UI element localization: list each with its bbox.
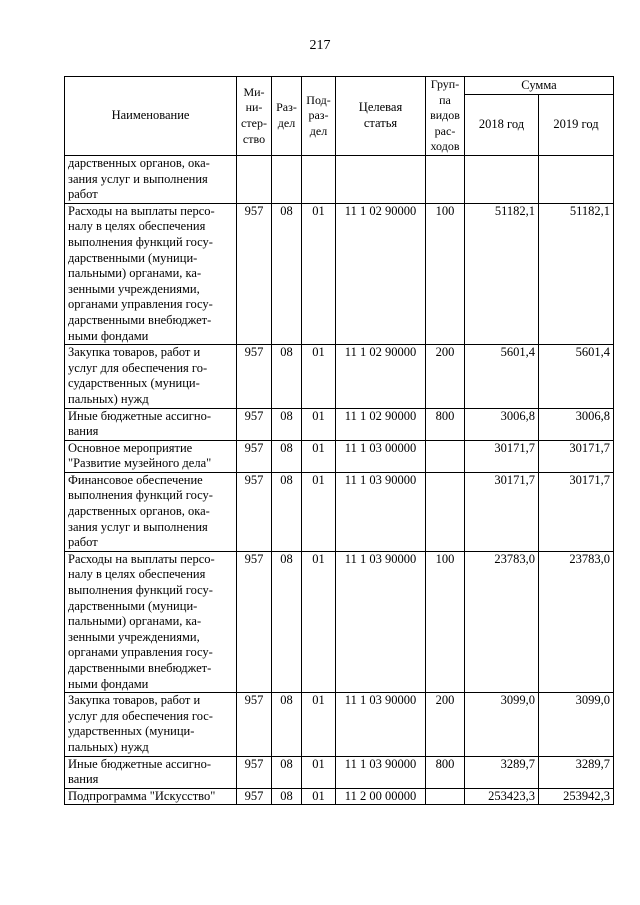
cell-section: 08 bbox=[272, 408, 302, 440]
cell-name-line: работ bbox=[68, 535, 98, 550]
cell-group bbox=[426, 472, 465, 551]
cell-2019: 23783,0 bbox=[539, 551, 614, 692]
cell-target: 11 1 03 00000 bbox=[336, 440, 426, 472]
cell-section: 08 bbox=[272, 472, 302, 551]
cell-name-line: дарственными внебюджет- bbox=[68, 661, 212, 675]
cell-name-line: Закупка товаров, работ и bbox=[68, 693, 201, 708]
table-row bbox=[65, 345, 614, 408]
cell-name-line: выполнения функций госу- bbox=[68, 234, 213, 249]
cell-section: 08 bbox=[272, 551, 302, 692]
header-line: Под- bbox=[306, 92, 331, 107]
cell-group: 100 bbox=[426, 203, 465, 344]
cell-target: 11 1 03 90000 bbox=[336, 472, 426, 551]
cell-ministry: 957 bbox=[237, 203, 272, 344]
table-row bbox=[65, 408, 614, 440]
cell-name-line: Расходы на выплаты персо- bbox=[68, 203, 215, 218]
cell-name-line: зенными учреждениями, bbox=[68, 281, 200, 296]
header-ministry bbox=[237, 77, 272, 156]
cell-name-line: выполнения функций госу- bbox=[68, 583, 213, 598]
header-line: ходов bbox=[430, 139, 460, 154]
cell-ministry: 957 bbox=[237, 756, 272, 788]
cell-group: 800 bbox=[426, 756, 465, 788]
cell-name-line: дарственных органов, ока- bbox=[68, 504, 210, 519]
cell-section: 08 bbox=[272, 203, 302, 344]
header-target bbox=[336, 77, 426, 156]
table-row bbox=[65, 788, 614, 805]
header-year-2018: 2018 год bbox=[465, 95, 539, 156]
header-line: стер- bbox=[241, 116, 267, 130]
cell-2018: 30171,7 bbox=[465, 472, 539, 551]
cell-2019: 5601,4 bbox=[539, 345, 614, 408]
header-line: дел bbox=[309, 123, 328, 138]
cell-name-line: вания bbox=[68, 772, 99, 787]
table-body bbox=[65, 156, 614, 805]
cell-subsection: 01 bbox=[302, 693, 336, 756]
cell-2018: 23783,0 bbox=[465, 551, 539, 692]
cell-section: 08 bbox=[272, 693, 302, 756]
cell-ministry: 957 bbox=[237, 788, 272, 805]
cell-group bbox=[426, 156, 465, 204]
cell-name-line: дарственными (муници- bbox=[68, 250, 198, 265]
cell-name-line: пальных) нужд bbox=[68, 739, 149, 754]
cell-ministry: 957 bbox=[237, 408, 272, 440]
cell-name bbox=[65, 551, 237, 692]
cell-name-line: вания bbox=[68, 424, 99, 439]
cell-name-line: пальными) органами, ка- bbox=[68, 266, 202, 281]
cell-2019 bbox=[539, 156, 614, 204]
header-subsection bbox=[302, 77, 336, 156]
cell-section: 08 bbox=[272, 345, 302, 408]
cell-name bbox=[65, 756, 237, 788]
header-line: ни- bbox=[245, 100, 263, 115]
cell-target: 11 1 02 90000 bbox=[336, 203, 426, 344]
cell-subsection: 01 bbox=[302, 203, 336, 344]
cell-section: 08 bbox=[272, 788, 302, 805]
cell-name bbox=[65, 408, 237, 440]
cell-target: 11 1 03 90000 bbox=[336, 551, 426, 692]
cell-target: 11 2 00 00000 bbox=[336, 788, 426, 805]
cell-subsection: 01 bbox=[302, 408, 336, 440]
cell-name-line: зания услуг и выполнения bbox=[68, 519, 208, 534]
header-name: Наименование bbox=[65, 77, 237, 156]
cell-2019: 3006,8 bbox=[539, 408, 614, 440]
cell-name-line: налу в целях обеспечения bbox=[68, 219, 206, 234]
cell-ministry: 957 bbox=[237, 693, 272, 756]
cell-subsection: 01 bbox=[302, 756, 336, 788]
cell-2018: 3099,0 bbox=[465, 693, 539, 756]
cell-name-line: ными фондами bbox=[68, 328, 149, 343]
header-line: ство bbox=[242, 131, 266, 146]
cell-subsection: 01 bbox=[302, 472, 336, 551]
cell-name-line: выполнения функций госу- bbox=[68, 488, 213, 503]
cell-name-line: работ bbox=[68, 187, 98, 202]
cell-subsection: 01 bbox=[302, 551, 336, 692]
cell-2019: 3289,7 bbox=[539, 756, 614, 788]
cell-name-line: дарственными внебюджет- bbox=[68, 312, 212, 327]
cell-2019: 51182,1 bbox=[539, 203, 614, 344]
header-line: видов bbox=[430, 108, 460, 123]
cell-2019: 30171,7 bbox=[539, 472, 614, 551]
cell-subsection: 01 bbox=[302, 345, 336, 408]
cell-name-line: сударственных (муници- bbox=[68, 376, 200, 391]
cell-target: 11 1 02 90000 bbox=[336, 345, 426, 408]
cell-name-line: зенными учреждениями, bbox=[68, 629, 200, 644]
cell-name-line: Закупка товаров, работ и bbox=[68, 345, 201, 360]
cell-name bbox=[65, 345, 237, 408]
cell-name-line: органами управления госу- bbox=[68, 297, 213, 312]
cell-name bbox=[65, 693, 237, 756]
cell-name-line: пальными) органами, ка- bbox=[68, 614, 202, 629]
cell-ministry: 957 bbox=[237, 472, 272, 551]
table-row bbox=[65, 203, 614, 344]
header-section bbox=[272, 77, 302, 156]
cell-2018: 3006,8 bbox=[465, 408, 539, 440]
cell-target: 11 1 03 90000 bbox=[336, 756, 426, 788]
cell-target: 11 1 03 90000 bbox=[336, 693, 426, 756]
table-row bbox=[65, 440, 614, 472]
header-line: раз- bbox=[308, 108, 329, 123]
cell-subsection: 01 bbox=[302, 440, 336, 472]
cell-name bbox=[65, 440, 237, 472]
cell-name-line: услуг для обеспечения гос- bbox=[68, 708, 213, 723]
cell-group bbox=[426, 788, 465, 805]
cell-group bbox=[426, 440, 465, 472]
cell-name bbox=[65, 203, 237, 344]
header-line: статья bbox=[363, 116, 398, 130]
cell-name-line: органами управления госу- bbox=[68, 645, 213, 660]
header-line: дел bbox=[277, 116, 296, 130]
cell-ministry: 957 bbox=[237, 440, 272, 472]
header-group bbox=[426, 77, 465, 156]
cell-name-line: Расходы на выплаты персо- bbox=[68, 551, 215, 566]
cell-2018: 51182,1 bbox=[465, 203, 539, 344]
table-row bbox=[65, 756, 614, 788]
cell-name bbox=[65, 472, 237, 551]
table-row bbox=[65, 156, 614, 204]
table-row bbox=[65, 472, 614, 551]
page-number: 217 bbox=[309, 38, 331, 53]
cell-name-line: услуг для обеспечения го- bbox=[68, 360, 208, 375]
cell-2018: 253423,3 bbox=[465, 788, 539, 805]
cell-section: 08 bbox=[272, 756, 302, 788]
table-row bbox=[65, 551, 614, 692]
cell-name-line: ударственных (муници- bbox=[68, 724, 195, 739]
cell-name-line: дарственными (муници- bbox=[68, 598, 198, 613]
cell-name-line: Финансовое обеспечение bbox=[68, 472, 203, 487]
cell-name-line: "Развитие музейного дела" bbox=[68, 456, 212, 471]
header-line: па bbox=[439, 92, 451, 107]
cell-name-line: зания услуг и выполнения bbox=[68, 171, 208, 186]
cell-2019: 3099,0 bbox=[539, 693, 614, 756]
budget-table bbox=[64, 76, 614, 805]
cell-target bbox=[336, 156, 426, 204]
cell-ministry: 957 bbox=[237, 551, 272, 692]
cell-group: 800 bbox=[426, 408, 465, 440]
cell-name-line: Иные бюджетные ассигно- bbox=[68, 756, 212, 771]
header-line: Груп- bbox=[430, 77, 460, 92]
cell-2018 bbox=[465, 156, 539, 204]
cell-name bbox=[65, 156, 237, 204]
cell-name-line: Подпрограмма "Искусство" bbox=[68, 788, 216, 803]
cell-2019: 253942,3 bbox=[539, 788, 614, 805]
cell-subsection bbox=[302, 156, 336, 204]
header-row bbox=[65, 77, 614, 95]
cell-group: 200 bbox=[426, 345, 465, 408]
cell-2019: 30171,7 bbox=[539, 440, 614, 472]
cell-2018: 3289,7 bbox=[465, 756, 539, 788]
table-row bbox=[65, 693, 614, 756]
cell-name-line: Иные бюджетные ассигно- bbox=[68, 408, 212, 423]
cell-2018: 5601,4 bbox=[465, 345, 539, 408]
cell-target: 11 1 02 90000 bbox=[336, 408, 426, 440]
cell-2018: 30171,7 bbox=[465, 440, 539, 472]
header-line: Ми- bbox=[243, 84, 265, 99]
cell-group: 100 bbox=[426, 551, 465, 692]
header-sum: Сумма bbox=[465, 77, 614, 95]
header-line: Целевая bbox=[358, 100, 403, 115]
cell-group: 200 bbox=[426, 693, 465, 756]
cell-name-line: пальных) нужд bbox=[68, 391, 149, 406]
header-year-2019: 2019 год bbox=[539, 95, 614, 156]
cell-subsection: 01 bbox=[302, 788, 336, 805]
cell-section bbox=[272, 156, 302, 204]
cell-name-line: ными фондами bbox=[68, 676, 149, 691]
header-line: Раз- bbox=[276, 100, 297, 115]
header-line: рас- bbox=[434, 123, 456, 138]
cell-ministry: 957 bbox=[237, 345, 272, 408]
cell-ministry bbox=[237, 156, 272, 204]
cell-name-line: дарственных органов, ока- bbox=[68, 156, 210, 170]
cell-section: 08 bbox=[272, 440, 302, 472]
cell-name-line: налу в целях обеспечения bbox=[68, 567, 206, 582]
cell-name-line: Основное мероприятие bbox=[68, 440, 193, 455]
cell-name bbox=[65, 788, 237, 805]
